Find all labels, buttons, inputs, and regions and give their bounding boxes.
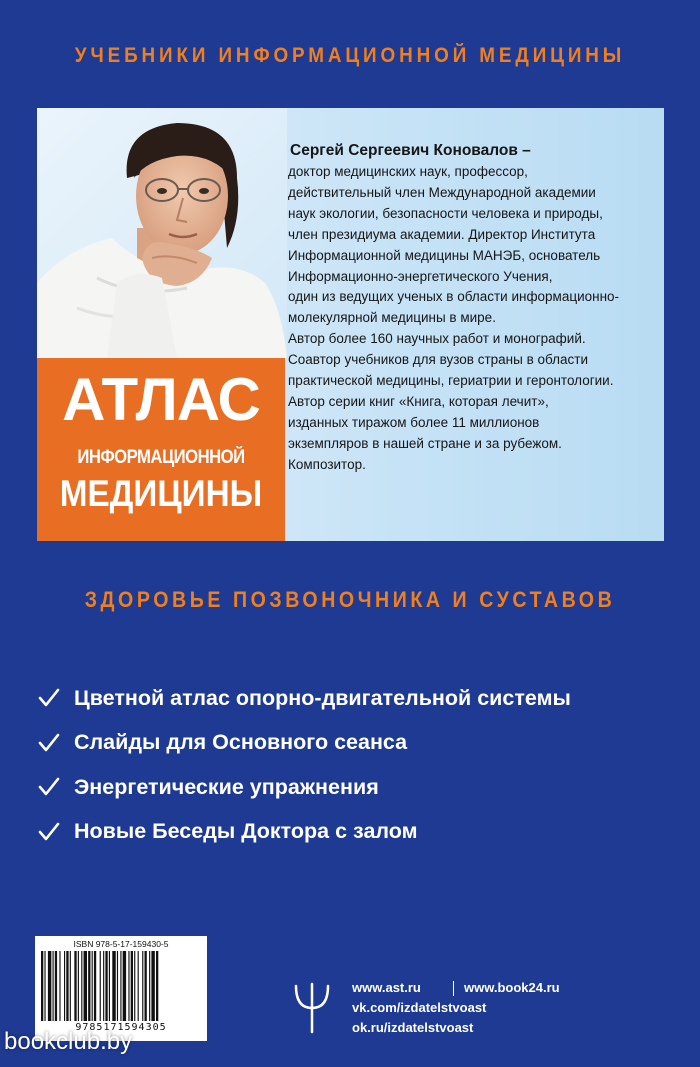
barcode-digits: 9785171594305 [75, 1022, 167, 1033]
bio-line: один из ведущих ученых в области информационно- [288, 289, 620, 305]
barcode-bar [105, 951, 107, 1021]
isbn-text: ISBN 978-5-17-159430-5 [73, 939, 169, 949]
checkmark-icon [38, 821, 60, 843]
list-item [38, 765, 688, 810]
checkmark-icon [38, 732, 60, 754]
publisher-logo-icon [292, 982, 332, 1034]
barcode-bar [117, 951, 118, 1021]
author-portrait [37, 108, 287, 358]
link-ok[interactable]: ok.ru/izdatelstvoast [352, 1020, 474, 1035]
bio-line: действительный член Международной академии [288, 184, 596, 200]
author-name: Сергей Сергеевич Коновалов – [290, 142, 531, 159]
barcode-bar [88, 951, 90, 1021]
barcode-bar [44, 951, 45, 1021]
watermark: bookclub.by [4, 1028, 133, 1055]
checkmark-icon [38, 687, 60, 709]
bio-line: изданных тиражом более 11 миллионов [288, 414, 540, 430]
bio-line: молекулярной медицины в мире. [288, 310, 496, 326]
barcode-bar [156, 951, 158, 1021]
link-vk[interactable]: vk.com/izdatelstvoast [352, 1000, 487, 1015]
barcode-bar [92, 951, 93, 1021]
barcode-bar [131, 951, 133, 1021]
bio-line: Информационно-энергетического Учения, [288, 268, 553, 284]
bio-line: Композитор. [288, 456, 366, 472]
barcode-bar [64, 951, 65, 1021]
bio-line: член президиума академии. Директор Института [288, 226, 596, 242]
barcode-bar [55, 951, 57, 1021]
barcode-bar [151, 951, 154, 1021]
barcode-bar [112, 951, 115, 1021]
barcode-bar [100, 951, 101, 1021]
barcode-bar [134, 951, 135, 1021]
bio-line: Автор серии книг «Книга, которая лечит», [288, 393, 549, 409]
series-title: УЧЕБНИКИ ИНФОРМАЦИОННОЙ МЕДИЦИНЫ [74, 44, 626, 67]
barcode-bar [70, 951, 71, 1021]
list-item [38, 676, 688, 721]
atlas-subtitle-line1: ИНФОРМАЦИОННОЙ [77, 447, 245, 468]
barcode-bar [84, 951, 87, 1021]
atlas-subtitle-line2: МЕДИЦИНЫ [59, 473, 263, 514]
barcode-bar [120, 951, 121, 1021]
barcode-bar [53, 951, 54, 1021]
barcode-bar [81, 951, 82, 1021]
barcode-bar [59, 951, 60, 1021]
barcode-bar [94, 951, 96, 1021]
barcode-bar [74, 951, 76, 1021]
bio-line: наук экологии, безопасности человека и природы, [288, 205, 603, 221]
barcode-bar [109, 951, 110, 1021]
barcode-bar [103, 951, 104, 1021]
feature-list [38, 676, 688, 854]
feature-label: Энергетические упражнения [74, 774, 379, 799]
atlas-title-block [37, 358, 285, 541]
bio-line: экземпляров в нашей стране и за рубежом. [288, 435, 562, 451]
barcode-bar [149, 951, 150, 1021]
barcode-bar [48, 951, 51, 1021]
bio-line: практической медицины, гериатрии и геронтологии. [288, 373, 614, 389]
barcode-bar [66, 951, 68, 1021]
barcode-image [41, 951, 201, 1021]
barcode-bar [142, 951, 143, 1021]
publisher-links-right [464, 978, 560, 998]
link-book24[interactable]: www.book24.ru [464, 980, 560, 995]
atlas-title: АТЛАС [62, 366, 260, 433]
link-divider [453, 981, 454, 996]
barcode-bar [145, 951, 147, 1021]
feature-label: Слайды для Основного сеанса [74, 730, 408, 755]
link-ast[interactable]: www.ast.ru [352, 980, 421, 995]
feature-label: Цветной атлас опорно-двигательной системы [74, 685, 571, 710]
list-item [38, 810, 688, 855]
barcode [35, 936, 207, 1041]
barcode-bar [138, 951, 139, 1021]
author-bio [288, 140, 658, 476]
barcode-bar [123, 951, 126, 1021]
barcode-bar [78, 951, 79, 1021]
barcode-bar [128, 951, 129, 1021]
section-title: ЗДОРОВЬЕ ПОЗВОНОЧНИКА И СУСТАВОВ [84, 587, 616, 612]
bio-line: Автор более 160 научных работ и монографий. [288, 331, 586, 347]
barcode-bar [41, 951, 43, 1021]
bio-line: Соавтор учебников для вузов страны в области [288, 352, 588, 368]
checkmark-icon [38, 776, 60, 798]
feature-label: Новые Беседы Доктора с залом [74, 819, 418, 844]
list-item [38, 721, 688, 766]
bio-line: доктор медицинских наук, профессор, [288, 164, 528, 179]
bio-line: Информационной медицины МАНЭБ, основатель [288, 247, 601, 263]
author-panel [37, 108, 664, 541]
